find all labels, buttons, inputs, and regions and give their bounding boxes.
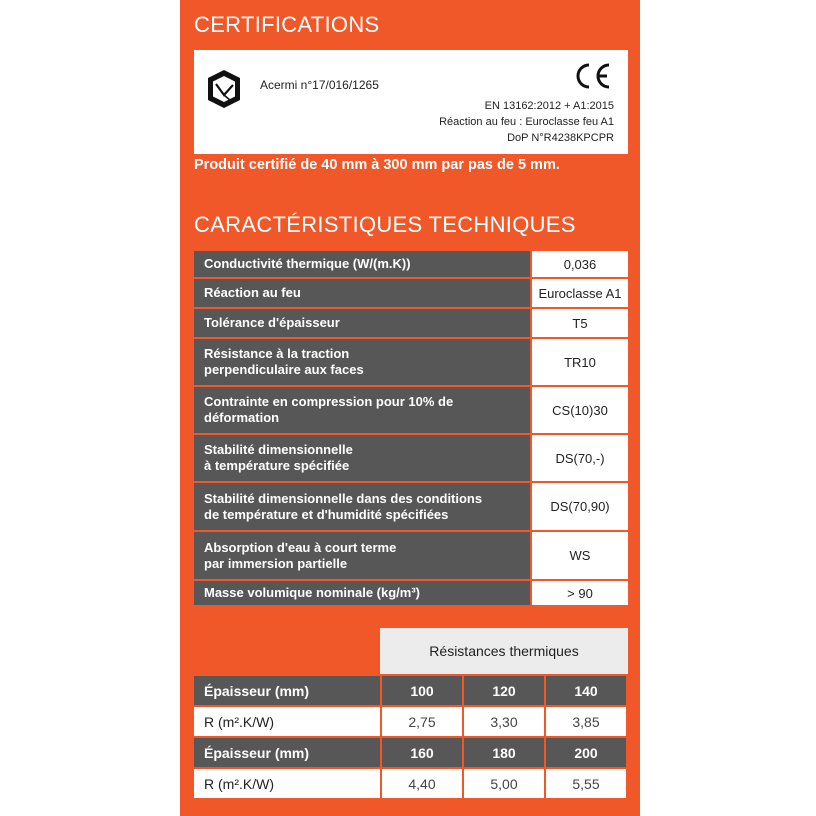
row-label: R (m².K/W) <box>194 707 380 736</box>
thickness-row <box>194 676 628 705</box>
row-label: Épaisseur (mm) <box>194 738 380 767</box>
table-cell: 140 <box>546 676 626 705</box>
table-cell: 160 <box>382 738 462 767</box>
spec-row <box>194 251 628 277</box>
spec-value: CS(10)30 <box>532 387 628 433</box>
spec-value: DS(70,90) <box>532 483 628 530</box>
specs-title: CARACTÉRISTIQUES TECHNIQUES <box>194 212 576 237</box>
spec-label: Masse volumique nominale (kg/m³) <box>194 581 530 605</box>
spec-row <box>194 435 628 481</box>
spec-label: Résistance à la traction perpendiculaire aux faces <box>194 339 530 385</box>
spec-value: TR10 <box>532 339 628 385</box>
spec-row <box>194 387 628 433</box>
spec-row <box>194 279 628 307</box>
spec-row <box>194 483 628 530</box>
acermi-logo <box>204 68 244 114</box>
spec-label: Absorption d'eau à court terme par immersion partielle <box>194 532 530 579</box>
spec-value: WS <box>532 532 628 579</box>
certification-box <box>194 50 628 154</box>
thickness-row <box>194 738 628 767</box>
table-cell: 3,85 <box>546 707 626 736</box>
thermal-resistance-table <box>194 676 628 800</box>
spec-label: Stabilité dimensionnelle à température spécifiée <box>194 435 530 481</box>
spec-row <box>194 309 628 337</box>
cert-line-standard: EN 13162:2012 + A1:2015 <box>484 100 614 112</box>
spec-value: Euroclasse A1 <box>532 279 628 307</box>
thermal-resistance-header: Résistances thermiques <box>380 628 628 674</box>
table-cell: 5,00 <box>464 769 544 798</box>
table-cell: 120 <box>464 676 544 705</box>
row-label: Épaisseur (mm) <box>194 676 380 705</box>
spec-label: Contrainte en compression pour 10% de déformation <box>194 387 530 433</box>
table-cell: 200 <box>546 738 626 767</box>
spec-label: Stabilité dimensionnelle dans des conditions de température et d'humidité spécifiées <box>194 483 530 530</box>
row-label: R (m².K/W) <box>194 769 380 798</box>
spec-value: T5 <box>532 309 628 337</box>
spec-label: Réaction au feu <box>194 279 530 307</box>
acermi-number: Acermi n°17/016/1265 <box>260 78 379 92</box>
spec-row <box>194 532 628 579</box>
table-cell: 2,75 <box>382 707 462 736</box>
spec-row <box>194 581 628 605</box>
table-cell: 100 <box>382 676 462 705</box>
certifications-title: CERTIFICATIONS <box>194 12 380 37</box>
spec-row <box>194 339 628 385</box>
resistance-row <box>194 707 628 736</box>
cert-line-fire-reaction: Réaction au feu : Euroclasse feu A1 <box>439 116 614 128</box>
resistance-row <box>194 769 628 798</box>
cert-line-dop: DoP N°R4238KPCPR <box>507 132 614 144</box>
certification-lines <box>439 98 614 146</box>
spec-label: Tolérance d'épaisseur <box>194 309 530 337</box>
table-cell: 3,30 <box>464 707 544 736</box>
specs-table <box>194 251 628 607</box>
spec-value: > 90 <box>532 581 628 605</box>
certification-note: Produit certifié de 40 mm à 300 mm par pas de 5 mm. <box>194 157 560 173</box>
table-cell: 4,40 <box>382 769 462 798</box>
spec-value: 0,036 <box>532 251 628 277</box>
ce-mark-icon <box>574 62 614 90</box>
spec-value: DS(70,-) <box>532 435 628 481</box>
table-cell: 5,55 <box>546 769 626 798</box>
spec-label: Conductivité thermique (W/(m.K)) <box>194 251 530 277</box>
table-cell: 180 <box>464 738 544 767</box>
